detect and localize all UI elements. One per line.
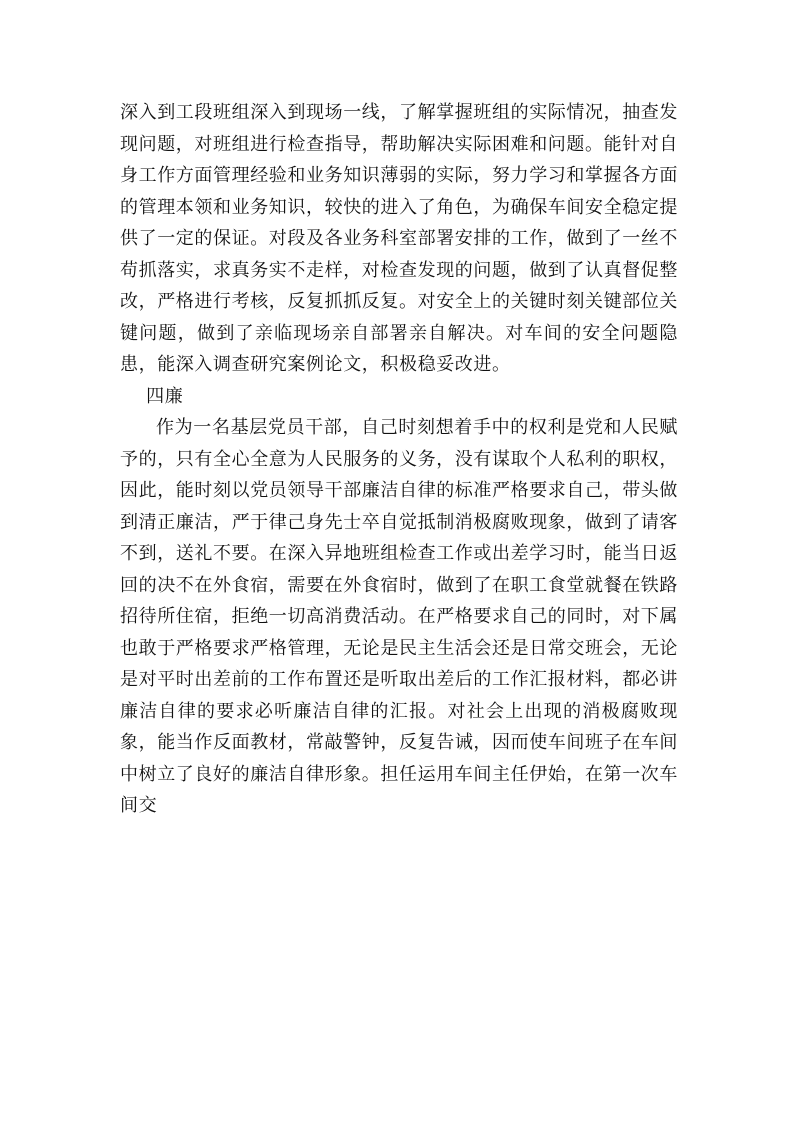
document-page: [120, 97, 678, 822]
body-paragraph-continued: 深入到工段班组深入到现场一线，了解掌握班组的实际情况，抽查发现问题，对班组进行检查指导，帮助解决实际困难和问题。能针对自身工作方面管理经验和业务知识薄弱的实际，努力学习和掌握各方面的管理本领和业务知识，较快的进入了角色，为确保车间安全稳定提供了一定的保证。对段及各业务科室部署安排的工作，做到了一丝不苟抓落实，求真务实不走样，对检查发现的问题，做到了认真督促整改，严格进行考核，反复抓抓反复。对安全上的关键时刻关键部位关键问题，做到了亲临现场亲自部署亲自解决。对车间的安全问题隐患，能深入调查研究案例论文，积极稳妥改进。: [120, 102, 678, 375]
body-paragraph: 作为一名基层党员干部，自己时刻想着手中的权利是党和人民赋予的，只有全心全意为人民服务的义务，没有谋取个人私利的职权，因此，能时刻以党员领导干部廉洁自律的标准严格要求自己，带头做到清正廉洁，严于律己身先士卒自觉抵制消极腐败现象，做到了请客不到，送礼不要。在深入异地班组检查工作或出差学习时，能当日返回的决不在外食宿，需要在外食宿时，做到了在职工食堂就餐在铁路招待所住宿，拒绝一切高消费活动。在严格要求自己的同时，对下属也敢于严格要求严格管理，无论是民主生活会还是日常交班会，无论是对平时出差前的工作布置还是听取出差后的工作汇报材料，都必讲廉洁自律的要求必听廉洁自律的汇报。对社会上出现的消极腐败现象，能当作反面教材，常敲警钟，反复告诫，因而使车间班子在车间中树立了良好的廉洁自律形象。担任运用车间主任伊始，在第一次车间交: [120, 417, 678, 816]
section-heading: 四廉: [146, 385, 184, 407]
